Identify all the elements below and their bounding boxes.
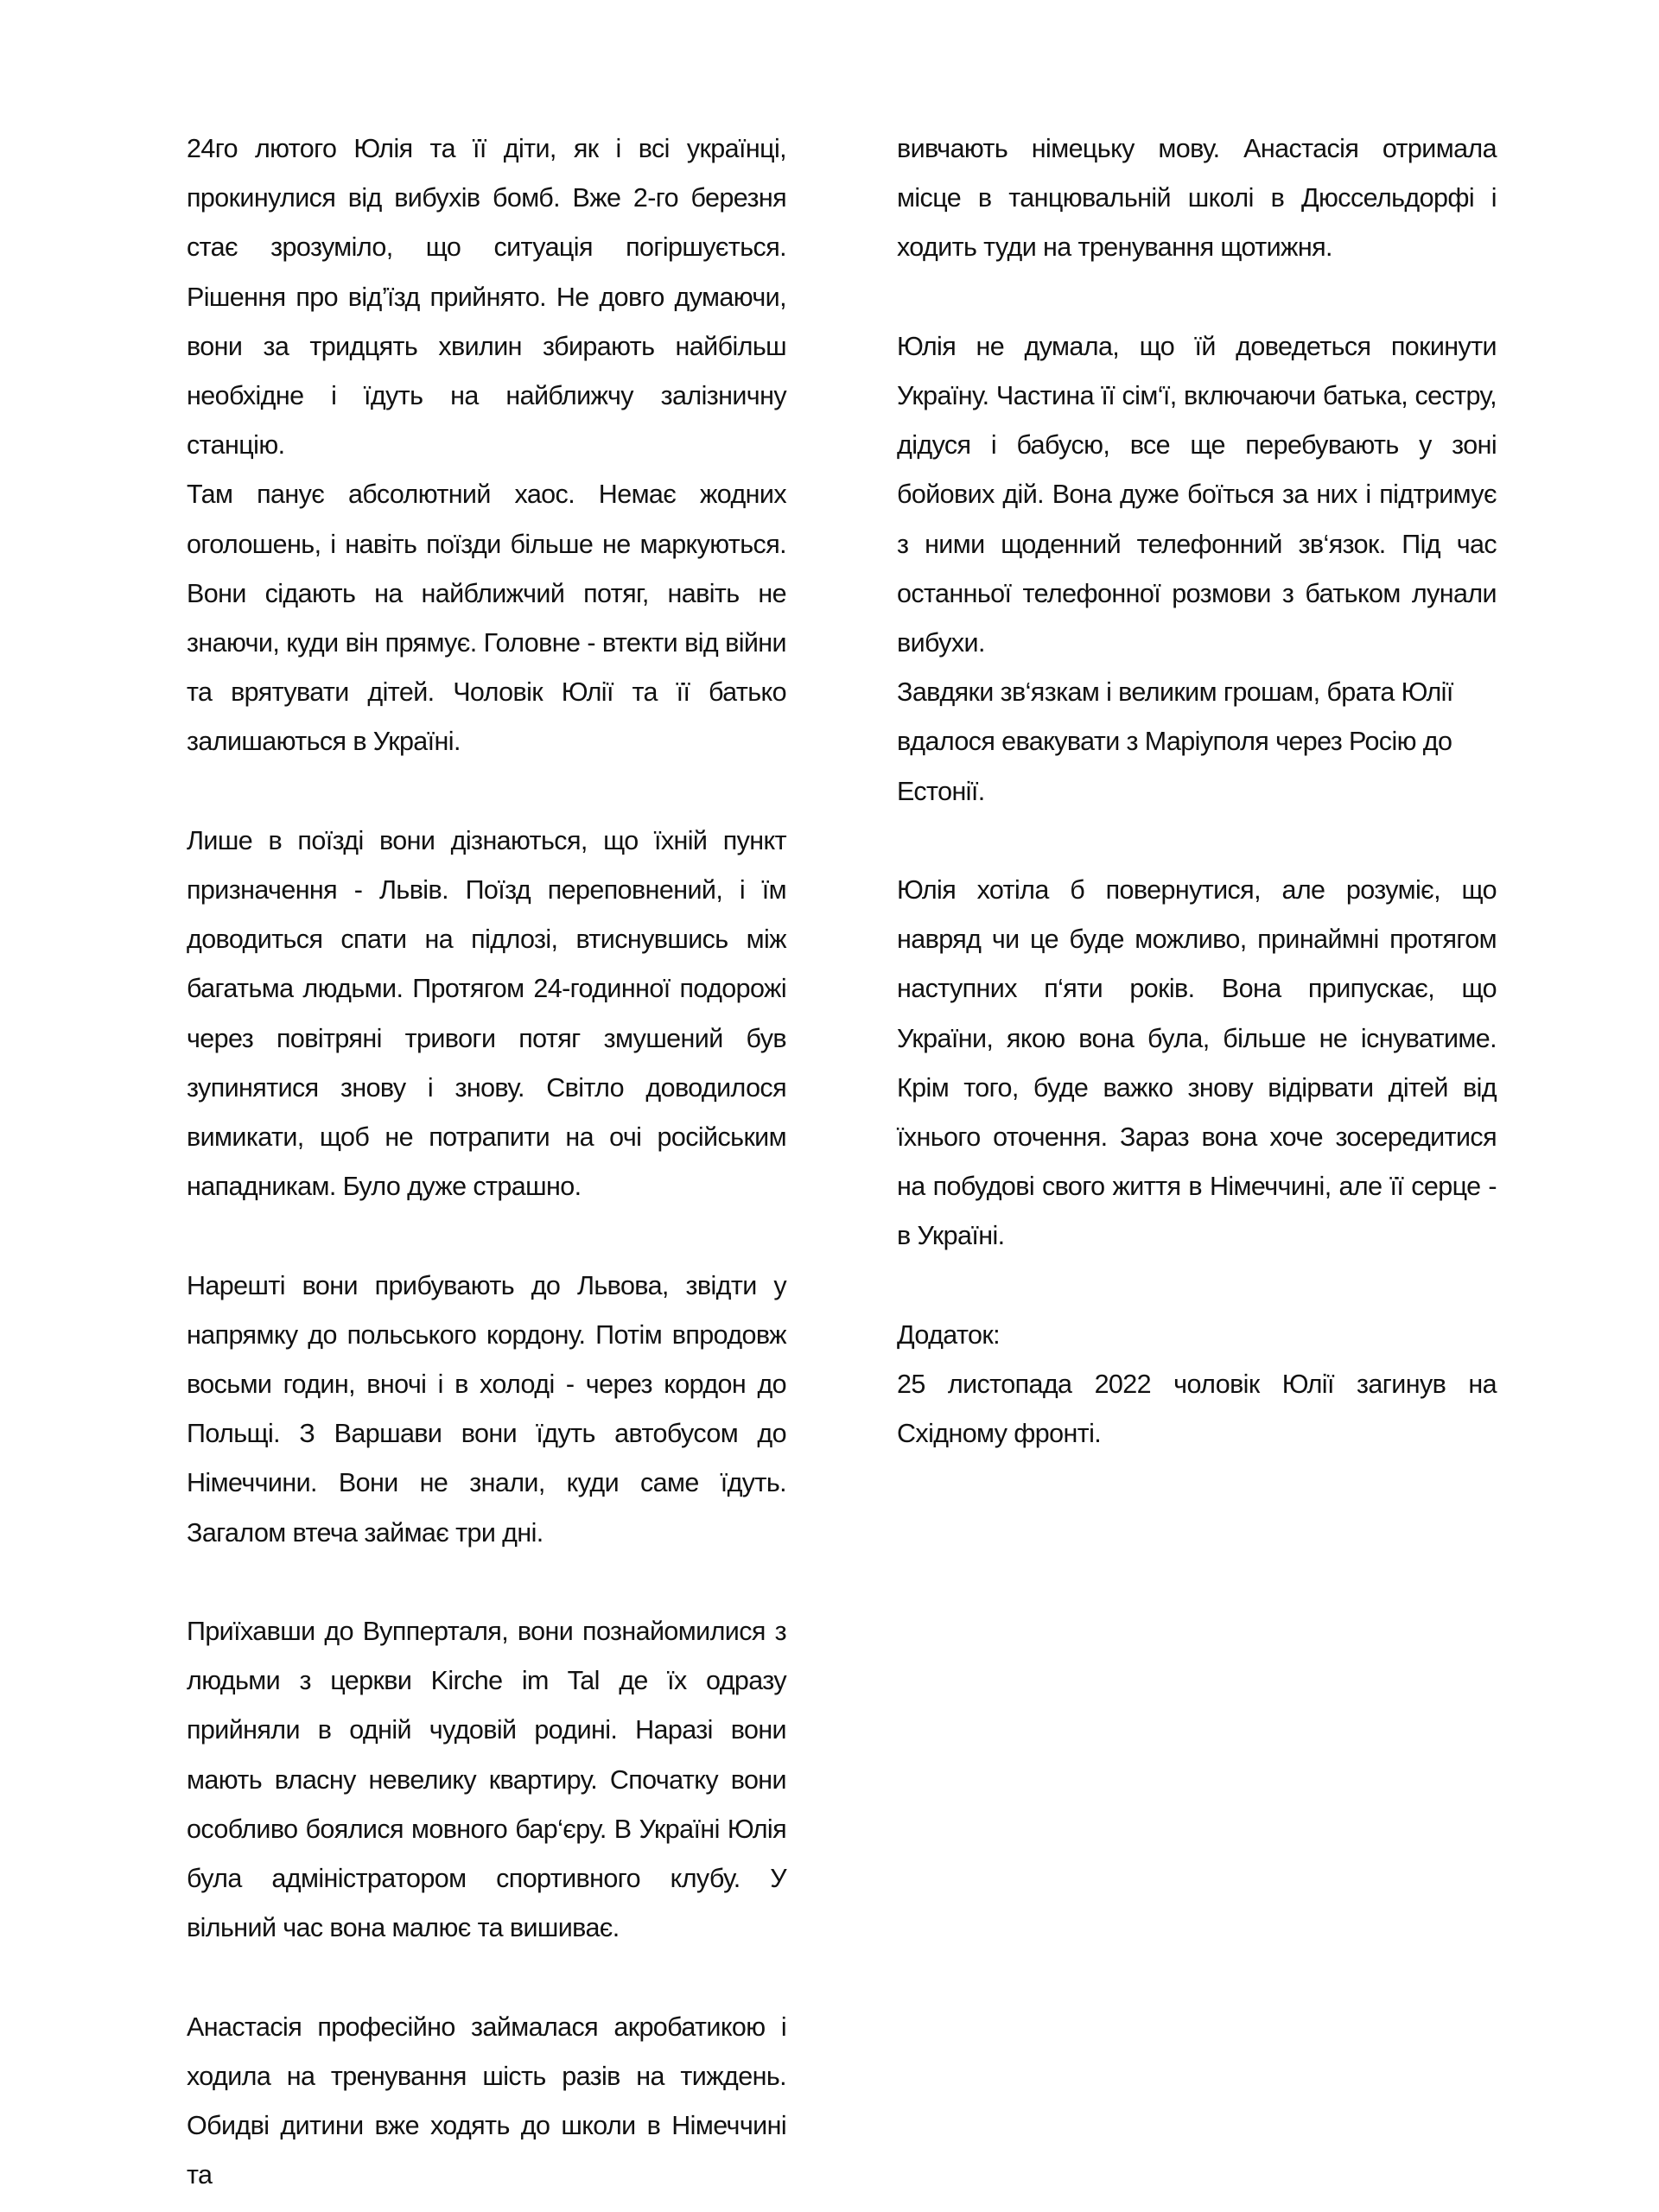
paragraph: 24го лютого Юлія та її діти, як і всі українці, прокинулися від вибухів бомб. Вже 2-го березня стає зрозуміло, що ситуація погіршується. Рішення про від’їзд прийнято. Не довго думаючи, вони за тридцять хвилин збирають найбільш необхідне і їдуть на найближчу залізничну станцію. — [187, 134, 786, 461]
paragraph: Юлія хотіла б повернутися, але розуміє, що навряд чи це буде можливо, принаймні протягом наступних п‘яти років. Вона припускає, що України, якою вона була, більше не існуватиме. Крім того, буде важко знову відірвати дітей від їхнього оточення. Зараз вона хоче зосередитися на побудові свого життя в Німеччині, але її серце - в Україні. — [897, 875, 1497, 1251]
paragraph: Анастасія професійно займалася акробатикою і ходила на тренування шість разів на тиждень. Обидві дитини вже ходять до школи в Німеччині та — [187, 2012, 786, 2190]
paragraph: Приїхавши до Вупперталя, вони познайомилися з людьми з церкви Kirche im Tal де їх одразу прийняли в одній чудовій родині. Наразі вони мають власну невелику квартиру. Спочатку вони особливо боялися мовного бар‘єру. В Україні Юлія була адміністратором спортивного клубу. У вільний час вона малює та вишиває. — [187, 1617, 786, 1943]
paragraph: Там панує абсолютний хаос. Немає жодних оголошень, і навіть поїзди більше не маркуються. Вони сідають на найближчий потяг, навіть не знаючи, куди він прямує. Головне - втекти від війни та врятувати дітей. Чоловік Юлії та її батько залишаються в Україні. — [187, 480, 786, 757]
appendix-text: 25 листопада 2022 чоловік Юлії загинув на Східному фронті. — [897, 1370, 1497, 1449]
left-column — [187, 124, 786, 2200]
appendix-heading: Додаток: — [897, 1319, 1000, 1350]
right-column — [897, 124, 1497, 1459]
paragraph: Нарешті вони прибувають до Львова, звідти у напрямку до польського кордону. Потім впродовж восьми годин, вночі і в холоді - через кордон до Польщі. З Варшави вони їдуть автобусом до Німеччини. Вони не знали, куди саме їдуть. Загалом втеча займає три дні. — [187, 1270, 786, 1548]
paragraph: Завдяки зв‘язкам і великим грошам, брата Юлії вдалося евакувати з Маріуполя через Росію до Естонії. — [897, 677, 1453, 806]
paragraph: Лише в поїзді вони дізнаються, що їхній пункт призначення - Львів. Поїзд переповнений, і їм доводиться спати на підлозі, втиснувшись між багатьма людьми. Протягом 24-годинної подорожі через повітряні тривоги потяг змушений був зупинятися знову і знову. Світло доводилося вимикати, щоб не потрапити на очі російським нападникам. Було дуже страшно. — [187, 825, 786, 1202]
paragraph: Юлія не думала, що їй доведеться покинути Україну. Частина її сім‘ї, включаючи батька, сестру, дідуся і бабусю, все ще перебувають у зоні бойових дій. Вона дуже боїться за них і підтримує з ними щоденний телефонний зв‘язок. Під час останньої телефонної розмови з батьком лунали вибухи. — [897, 331, 1497, 658]
paragraph: вивчають німецьку мову. Анастасія отримала місце в танцювальній школі в Дюссельдорфі і ходить туди на тренування щотижня. — [897, 134, 1497, 263]
